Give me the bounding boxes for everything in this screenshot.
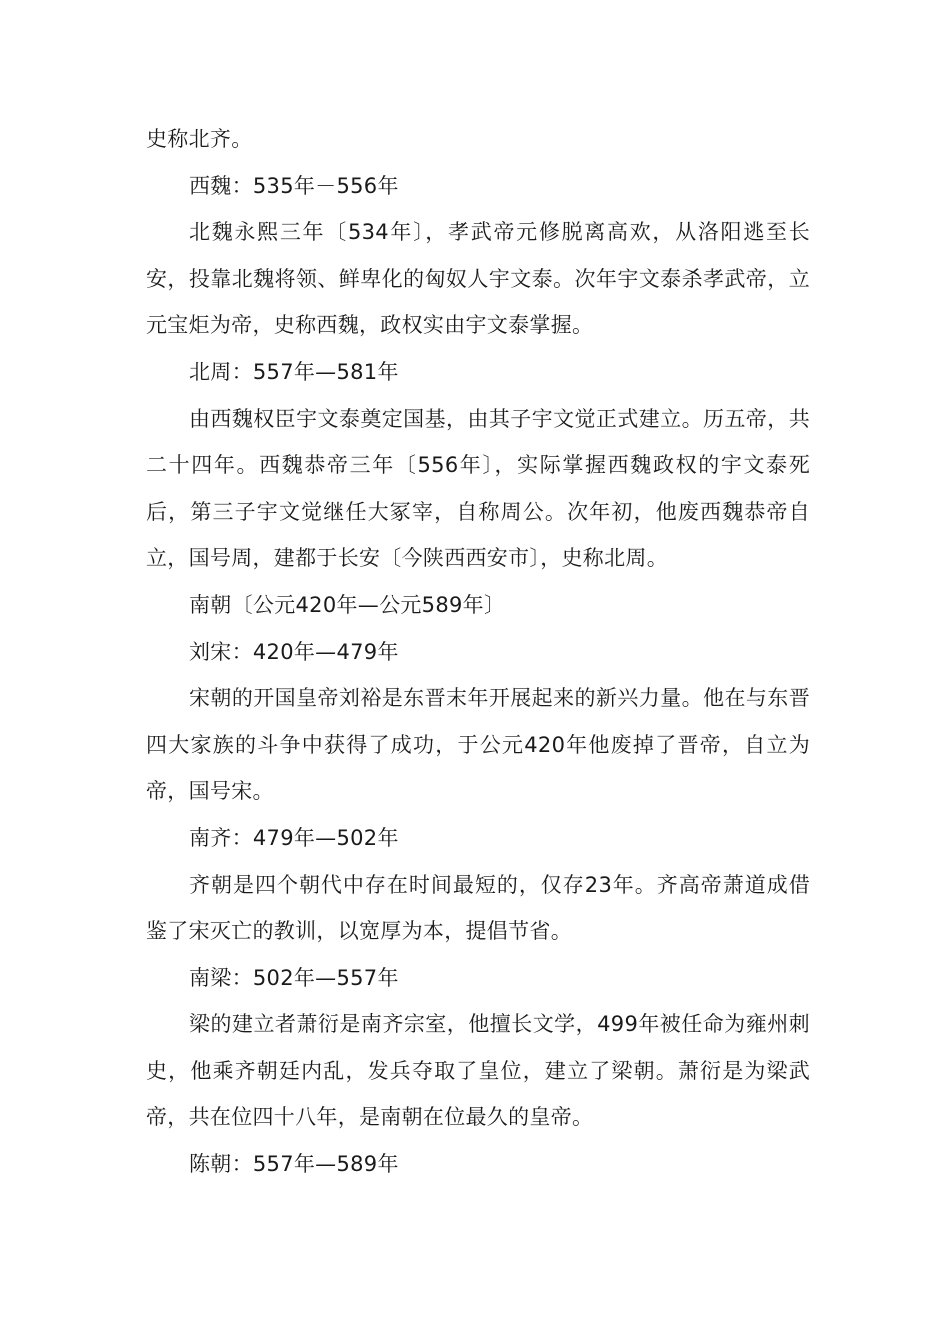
paragraph-southern-liang: 梁的建立者萧衍是南齐宗室，他擅长文学，499年被任命为雍州刺史，他乘齐朝廷内乱，发兵夺取了皇位，建立了梁朝。萧衍是为梁武帝，共在位四十八年，是南朝在位最久的皇帝。 (146, 1012, 810, 1130)
paragraph-north-qi-tail: 史称北齐。 (146, 127, 253, 151)
paragraph-southern-qi: 齐朝是四个朝代中存在时间最短的，仅存23年。齐高帝萧道成借鉴了宋灭亡的教训，以宽厚为本，提倡节省。 (146, 872, 810, 944)
heading-southern-qi: 南齐：479年—502年 (189, 825, 399, 850)
paragraph-western-wei: 北魏永熙三年〔534年〕，孝武帝元修脱离高欢，从洛阳逃至长安，投靠北魏将领、鲜卑化的匈奴人宇文泰。次年宇文泰杀孝武帝，立元宝炬为帝，史称西魏，政权实由宇文泰掌握。 (146, 220, 810, 338)
paragraph-northern-zhou: 由西魏权臣宇文泰奠定国基，由其子宇文觉正式建立。历五帝，共二十四年。西魏恭帝三年〔556年〕，实际掌握西魏政权的宇文泰死后，第三子宇文觉继任大冢宰，自称周公。次年初，他废西魏恭帝自立，国号周，建都于长安〔今陕西西安市〕，史称北周。 (146, 406, 810, 571)
heading-chen-dynasty: 陈朝：557年—589年 (189, 1152, 399, 1177)
heading-liu-song: 刘宋：420年—479年 (189, 639, 399, 664)
heading-southern-dynasties: 南朝〔公元420年—公元589年〕 (189, 592, 506, 617)
document-body (146, 116, 810, 1188)
heading-southern-liang: 南梁：502年—557年 (189, 965, 399, 990)
heading-western-wei: 西魏：535年－556年 (189, 173, 399, 198)
heading-northern-zhou: 北周：557年—581年 (189, 359, 399, 384)
paragraph-liu-song: 宋朝的开国皇帝刘裕是东晋末年开展起来的新兴力量。他在与东晋四大家族的斗争中获得了成功，于公元420年他废掉了晋帝，自立为帝，国号宋。 (146, 686, 810, 804)
